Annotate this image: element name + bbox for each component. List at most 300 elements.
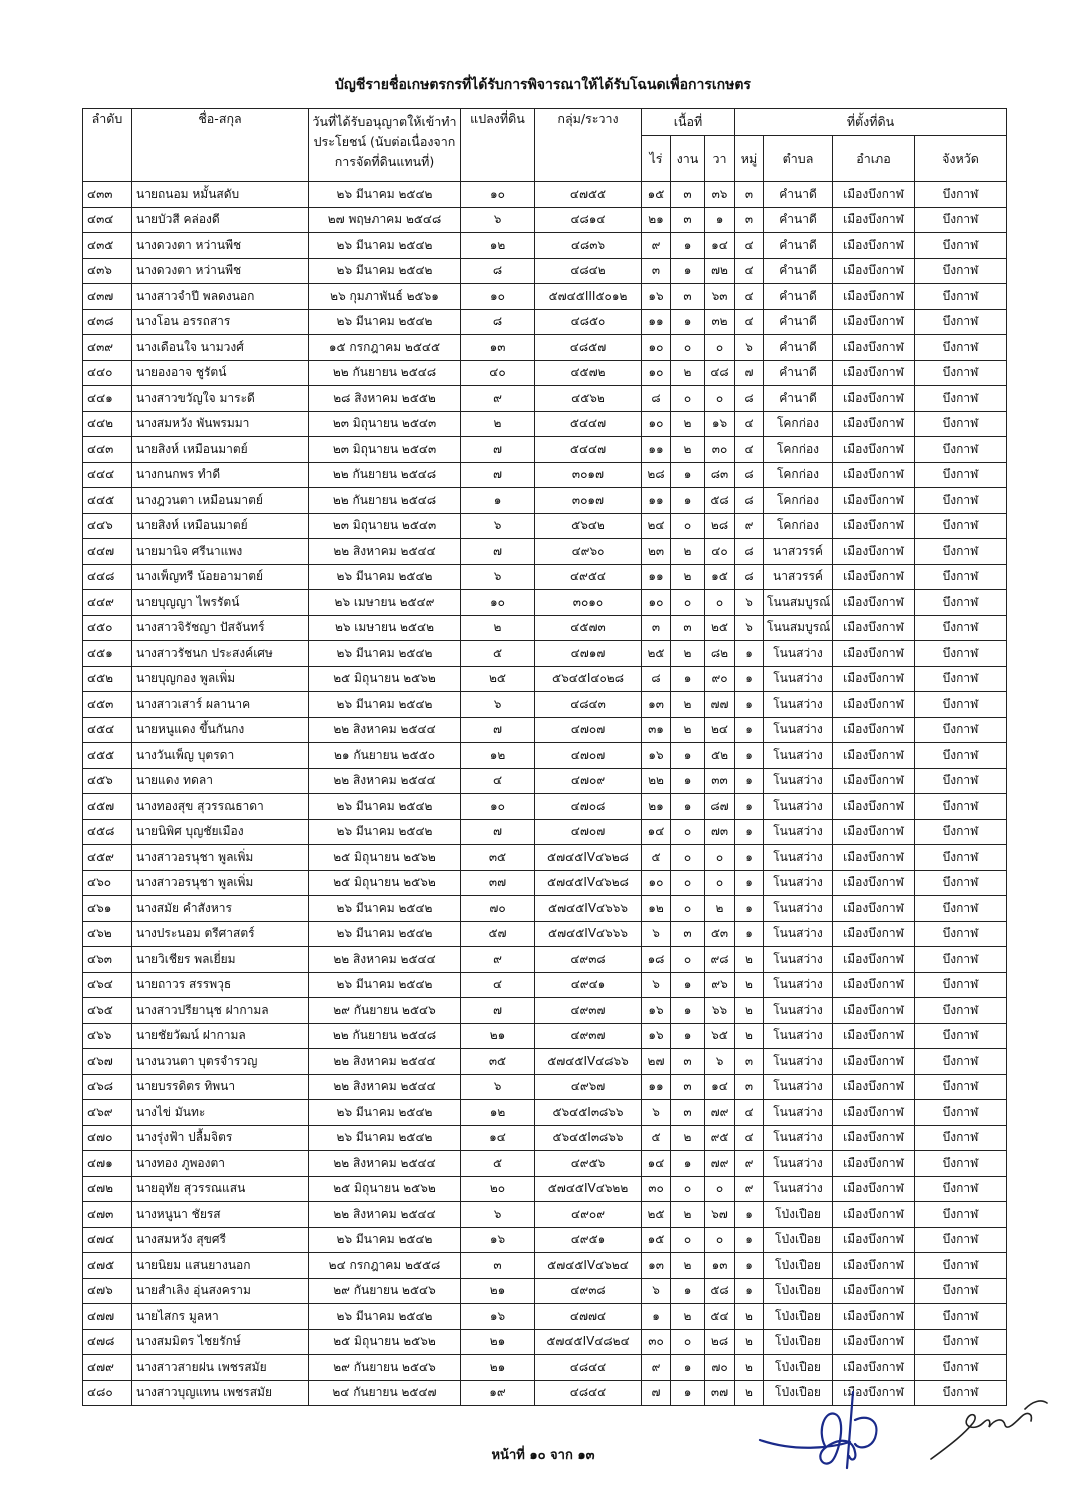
cell-province: บึงกาฬ xyxy=(915,1125,1007,1151)
cell-amphoe: เมืองบึงกาฬ xyxy=(833,207,915,233)
cell-tambon: โนนสว่าง xyxy=(764,845,833,871)
cell-province: บึงกาฬ xyxy=(915,1380,1007,1406)
cell-rai: ๑๐ xyxy=(642,411,671,437)
cell-seq: ๔๕๗ xyxy=(83,794,132,820)
cell-permit-date: ๒๙ กันยายน ๒๕๔๖ xyxy=(309,1278,461,1304)
cell-seq: ๔๗๔ xyxy=(83,1227,132,1253)
cell-ngan: ๑ xyxy=(671,794,705,820)
table-row xyxy=(83,845,1007,871)
cell-plot: ๖ xyxy=(461,692,535,718)
cell-rai: ๑๑ xyxy=(642,437,671,463)
table-row xyxy=(83,1329,1007,1355)
cell-province: บึงกาฬ xyxy=(915,972,1007,998)
cell-permit-date: ๒๖ เมษายน ๒๕๔๙ xyxy=(309,590,461,616)
cell-province: บึงกาฬ xyxy=(915,819,1007,845)
cell-plot: ๘ xyxy=(461,258,535,284)
cell-amphoe: เมืองบึงกาฬ xyxy=(833,590,915,616)
cell-name: นางสาวปรียานุช ฝากามล xyxy=(132,998,309,1024)
cell-rai: ๒๗ xyxy=(642,1049,671,1075)
cell-rai: ๖ xyxy=(642,1100,671,1126)
cell-name: นางทอง ภูพองตา xyxy=(132,1151,309,1177)
cell-wa: ๕๘ xyxy=(705,488,735,514)
cell-wa: ๓๐ xyxy=(705,437,735,463)
cell-group: ๔๕๗๓ xyxy=(535,615,642,641)
cell-rai: ๑๐ xyxy=(642,590,671,616)
cell-province: บึงกาฬ xyxy=(915,615,1007,641)
cell-name: นางทองสุข สุวรรณธาดา xyxy=(132,794,309,820)
cell-seq: ๔๖๔ xyxy=(83,972,132,998)
cell-wa: ๐ xyxy=(705,845,735,871)
cell-group: ๕๗๔๕IV๔๖๒๒ xyxy=(535,1176,642,1202)
cell-tambon: โนนสว่าง xyxy=(764,743,833,769)
cell-tambon: โนนสว่าง xyxy=(764,870,833,896)
cell-group: ๕๗๔๕IV๔๖๖๖ xyxy=(535,921,642,947)
cell-moo: ๒ xyxy=(735,1355,764,1381)
header-permit-date: วันที่ได้รับอนุญาตให้เข้าทำประโยชน์ (นับต่อเนื่องจากการจัดที่ดินแทนที่) xyxy=(309,109,461,182)
cell-rai: ๘ xyxy=(642,386,671,412)
cell-seq: ๔๕๙ xyxy=(83,845,132,871)
cell-name: นายนิยม แสนยางนอก xyxy=(132,1253,309,1279)
table-row xyxy=(83,1100,1007,1126)
cell-moo: ๔ xyxy=(735,233,764,259)
cell-moo: ๓ xyxy=(735,1074,764,1100)
cell-plot: ๑๒ xyxy=(461,233,535,259)
cell-wa: ๗๒ xyxy=(705,258,735,284)
cell-wa: ๐ xyxy=(705,1227,735,1253)
cell-tambon: โป่งเปือย xyxy=(764,1304,833,1330)
cell-amphoe: เมืองบึงกาฬ xyxy=(833,947,915,973)
cell-tambon: โนนสว่าง xyxy=(764,794,833,820)
cell-seq: ๔๖๓ xyxy=(83,947,132,973)
cell-province: บึงกาฬ xyxy=(915,284,1007,310)
cell-tambon: นาสวรรค์ xyxy=(764,564,833,590)
cell-permit-date: ๒๓ มิถุนายน ๒๕๔๓ xyxy=(309,437,461,463)
cell-province: บึงกาฬ xyxy=(915,896,1007,922)
cell-plot: ๗ xyxy=(461,819,535,845)
page-number: หน้าที่ ๑๐ จาก ๑๓ xyxy=(491,1448,595,1463)
cell-group: ๕๗๔๕III๕๐๑๒ xyxy=(535,284,642,310)
table-row xyxy=(83,947,1007,973)
cell-name: นางสาวรัชนก ประสงค์เศษ xyxy=(132,641,309,667)
cell-rai: ๑๒ xyxy=(642,896,671,922)
table-row xyxy=(83,309,1007,335)
cell-permit-date: ๒๖ มีนาคม ๒๕๔๒ xyxy=(309,309,461,335)
cell-province: บึงกาฬ xyxy=(915,1202,1007,1228)
cell-ngan: ๓ xyxy=(671,615,705,641)
cell-seq: ๔๔๘ xyxy=(83,564,132,590)
cell-plot: ๗ xyxy=(461,437,535,463)
table-row xyxy=(83,539,1007,565)
farmer-register-table xyxy=(82,108,1007,1406)
cell-plot: ๓๕ xyxy=(461,1049,535,1075)
cell-seq: ๔๔๐ xyxy=(83,360,132,386)
cell-ngan: ๐ xyxy=(671,1329,705,1355)
cell-group: ๔๘๔๓ xyxy=(535,692,642,718)
cell-tambon: โนนสว่าง xyxy=(764,1049,833,1075)
cell-permit-date: ๒๒ กันยายน ๒๕๔๘ xyxy=(309,462,461,488)
cell-group: ๕๖๔๕I๓๘๖๖ xyxy=(535,1100,642,1126)
cell-permit-date: ๒๒ สิงหาคม ๒๕๔๔ xyxy=(309,1049,461,1075)
table-row xyxy=(83,258,1007,284)
cell-group: ๔๙๓๗ xyxy=(535,1023,642,1049)
cell-tambon: โป่งเปือย xyxy=(764,1355,833,1381)
cell-wa: ๒๘ xyxy=(705,513,735,539)
cell-moo: ๑ xyxy=(735,896,764,922)
cell-amphoe: เมืองบึงกาฬ xyxy=(833,921,915,947)
table-row xyxy=(83,1049,1007,1075)
cell-province: บึงกาฬ xyxy=(915,768,1007,794)
cell-ngan: ๑ xyxy=(671,1355,705,1381)
cell-group: ๔๙๕๖ xyxy=(535,1151,642,1177)
cell-rai: ๒๘ xyxy=(642,462,671,488)
cell-moo: ๔ xyxy=(735,284,764,310)
cell-wa: ๖๗ xyxy=(705,1202,735,1228)
cell-plot: ๑ xyxy=(461,488,535,514)
cell-wa: ๑๔ xyxy=(705,233,735,259)
cell-wa: ๖๓ xyxy=(705,284,735,310)
cell-tambon: โนนสว่าง xyxy=(764,1100,833,1126)
cell-rai: ๑๐ xyxy=(642,360,671,386)
cell-moo: ๔ xyxy=(735,1100,764,1126)
cell-seq: ๔๓๘ xyxy=(83,309,132,335)
cell-wa: ๙๐ xyxy=(705,666,735,692)
cell-amphoe: เมืองบึงกาฬ xyxy=(833,488,915,514)
cell-permit-date: ๒๖ มีนาคม ๒๕๔๒ xyxy=(309,233,461,259)
cell-wa: ๘๒ xyxy=(705,641,735,667)
table-row xyxy=(83,819,1007,845)
cell-rai: ๑๑ xyxy=(642,488,671,514)
header-rai: ไร่ xyxy=(642,136,671,182)
cell-plot: ๖ xyxy=(461,1202,535,1228)
cell-wa: ๑๔ xyxy=(705,1074,735,1100)
cell-seq: ๔๕๓ xyxy=(83,692,132,718)
cell-moo: ๖ xyxy=(735,590,764,616)
table-row xyxy=(83,998,1007,1024)
cell-ngan: ๒ xyxy=(671,564,705,590)
cell-name: นายถาวร สรรพวุธ xyxy=(132,972,309,998)
cell-rai: ๕ xyxy=(642,1125,671,1151)
cell-seq: ๔๔๗ xyxy=(83,539,132,565)
cell-moo: ๔ xyxy=(735,258,764,284)
cell-rai: ๖ xyxy=(642,921,671,947)
cell-plot: ๔๐ xyxy=(461,360,535,386)
cell-group: ๔๙๖๐ xyxy=(535,539,642,565)
cell-plot: ๒๕ xyxy=(461,666,535,692)
cell-group: ๓๐๑๗ xyxy=(535,488,642,514)
cell-plot: ๒๑ xyxy=(461,1329,535,1355)
cell-name: นางไข่ มันทะ xyxy=(132,1100,309,1126)
cell-name: นางสาวอรนุชา พูลเพิ่ม xyxy=(132,870,309,896)
cell-wa: ๓๒ xyxy=(705,309,735,335)
cell-group: ๕๔๔๗ xyxy=(535,411,642,437)
cell-amphoe: เมืองบึงกาฬ xyxy=(833,845,915,871)
cell-name: นายสิงห์ เหมือนมาตย์ xyxy=(132,513,309,539)
cell-ngan: ๐ xyxy=(671,870,705,896)
cell-seq: ๔๗๕ xyxy=(83,1253,132,1279)
cell-amphoe: เมืองบึงกาฬ xyxy=(833,641,915,667)
cell-moo: ๓ xyxy=(735,207,764,233)
cell-ngan: ๐ xyxy=(671,1176,705,1202)
cell-moo: ๒ xyxy=(735,1380,764,1406)
table-body xyxy=(83,182,1007,1406)
cell-seq: ๔๓๖ xyxy=(83,258,132,284)
cell-seq: ๔๗๑ xyxy=(83,1151,132,1177)
cell-name: นายองอาจ ชูรัตน์ xyxy=(132,360,309,386)
cell-plot: ๒๐ xyxy=(461,1176,535,1202)
table-row xyxy=(83,437,1007,463)
cell-rai: ๕ xyxy=(642,845,671,871)
cell-province: บึงกาฬ xyxy=(915,870,1007,896)
cell-moo: ๑ xyxy=(735,641,764,667)
cell-permit-date: ๒๖ มีนาคม ๒๕๔๒ xyxy=(309,819,461,845)
cell-ngan: ๒ xyxy=(671,437,705,463)
cell-ngan: ๐ xyxy=(671,1227,705,1253)
cell-tambon: โป่งเปือย xyxy=(764,1278,833,1304)
cell-province: บึงกาฬ xyxy=(915,233,1007,259)
cell-tambon: โนนสว่าง xyxy=(764,947,833,973)
cell-seq: ๔๔๔ xyxy=(83,462,132,488)
table-row xyxy=(83,1202,1007,1228)
cell-rai: ๑๔ xyxy=(642,1151,671,1177)
cell-name: นางดวงตา หว่านพืช xyxy=(132,233,309,259)
cell-seq: ๔๕๕ xyxy=(83,743,132,769)
cell-seq: ๔๖๐ xyxy=(83,870,132,896)
cell-wa: ๑๕ xyxy=(705,564,735,590)
cell-province: บึงกาฬ xyxy=(915,998,1007,1024)
cell-name: นางสมหวัง สุขศรี xyxy=(132,1227,309,1253)
cell-seq: ๔๖๑ xyxy=(83,896,132,922)
cell-amphoe: เมืองบึงกาฬ xyxy=(833,1023,915,1049)
cell-ngan: ๑ xyxy=(671,743,705,769)
cell-group: ๔๙๔๑ xyxy=(535,972,642,998)
cell-plot: ๕ xyxy=(461,641,535,667)
cell-permit-date: ๒๖ มีนาคม ๒๕๔๒ xyxy=(309,1125,461,1151)
cell-province: บึงกาฬ xyxy=(915,794,1007,820)
cell-seq: ๔๔๓ xyxy=(83,437,132,463)
cell-amphoe: เมืองบึงกาฬ xyxy=(833,998,915,1024)
cell-name: นางนวนตา บุตรจำรวญ xyxy=(132,1049,309,1075)
cell-moo: ๘ xyxy=(735,539,764,565)
cell-amphoe: เมืองบึงกาฬ xyxy=(833,1304,915,1330)
cell-wa: ๔๐ xyxy=(705,539,735,565)
cell-moo: ๘ xyxy=(735,564,764,590)
table-row xyxy=(83,1278,1007,1304)
cell-name: นายวิเชียร พลเยี่ยม xyxy=(132,947,309,973)
cell-ngan: ๑ xyxy=(671,258,705,284)
cell-moo: ๘ xyxy=(735,462,764,488)
cell-seq: ๔๗๓ xyxy=(83,1202,132,1228)
cell-tambon: โนนสว่าง xyxy=(764,768,833,794)
cell-tambon: โนนสว่าง xyxy=(764,717,833,743)
cell-amphoe: เมืองบึงกาฬ xyxy=(833,1151,915,1177)
cell-amphoe: เมืองบึงกาฬ xyxy=(833,411,915,437)
cell-permit-date: ๒๒ สิงหาคม ๒๕๔๔ xyxy=(309,1202,461,1228)
cell-name: นางสาวบุญแทน เพชรสมัย xyxy=(132,1380,309,1406)
cell-moo: ๒ xyxy=(735,972,764,998)
cell-group: ๕๖๔๕I๔๐๒๘ xyxy=(535,666,642,692)
cell-province: บึงกาฬ xyxy=(915,1100,1007,1126)
cell-name: นายหนูแดง ขึ้นกันกง xyxy=(132,717,309,743)
header-location: ที่ตั้งที่ดิน xyxy=(735,109,1007,136)
cell-rai: ๒๔ xyxy=(642,513,671,539)
cell-ngan: ๐ xyxy=(671,896,705,922)
cell-wa: ๐ xyxy=(705,335,735,361)
cell-province: บึงกาฬ xyxy=(915,666,1007,692)
cell-ngan: ๐ xyxy=(671,819,705,845)
cell-group: ๔๙๓๘ xyxy=(535,947,642,973)
cell-province: บึงกาฬ xyxy=(915,1176,1007,1202)
cell-group: ๕๗๔๕IV๔๖๖๖ xyxy=(535,896,642,922)
header-area: เนื้อที่ xyxy=(642,109,735,136)
cell-group: ๔๗๐๙ xyxy=(535,768,642,794)
header-province: จังหวัด xyxy=(915,136,1007,182)
cell-name: นางสมมิตร ไชยรักษ์ xyxy=(132,1329,309,1355)
cell-seq: ๔๔๑ xyxy=(83,386,132,412)
cell-rai: ๒๕ xyxy=(642,641,671,667)
cell-moo: ๒ xyxy=(735,1023,764,1049)
table-row xyxy=(83,921,1007,947)
cell-ngan: ๑ xyxy=(671,1151,705,1177)
cell-amphoe: เมืองบึงกาฬ xyxy=(833,1253,915,1279)
cell-seq: ๔๓๓ xyxy=(83,182,132,208)
cell-moo: ๑ xyxy=(735,1278,764,1304)
cell-ngan: ๑ xyxy=(671,488,705,514)
header-tambon: ตำบล xyxy=(764,136,833,182)
table-row xyxy=(83,896,1007,922)
cell-group: ๔๙๕๔ xyxy=(535,564,642,590)
cell-ngan: ๓ xyxy=(671,1049,705,1075)
table-row xyxy=(83,513,1007,539)
cell-permit-date: ๒๖ มีนาคม ๒๕๔๒ xyxy=(309,1100,461,1126)
cell-tambon: โนนสมบูรณ์ xyxy=(764,615,833,641)
cell-name: นายมานิจ ศรีนาแพง xyxy=(132,539,309,565)
cell-province: บึงกาฬ xyxy=(915,182,1007,208)
table-row xyxy=(83,488,1007,514)
cell-moo: ๑ xyxy=(735,743,764,769)
cell-wa: ๘๓ xyxy=(705,462,735,488)
cell-rai: ๓ xyxy=(642,258,671,284)
cell-rai: ๗ xyxy=(642,1380,671,1406)
cell-moo: ๖ xyxy=(735,335,764,361)
cell-tambon: โนนสว่าง xyxy=(764,998,833,1024)
cell-amphoe: เมืองบึงกาฬ xyxy=(833,335,915,361)
cell-amphoe: เมืองบึงกาฬ xyxy=(833,1176,915,1202)
cell-ngan: ๓ xyxy=(671,921,705,947)
cell-name: นายบุญกอง พูลเพิ่ม xyxy=(132,666,309,692)
cell-tambon: โนนสว่าง xyxy=(764,1151,833,1177)
cell-plot: ๕๗ xyxy=(461,921,535,947)
cell-seq: ๔๖๗ xyxy=(83,1049,132,1075)
cell-moo: ๑ xyxy=(735,1202,764,1228)
cell-group: ๓๐๑๗ xyxy=(535,462,642,488)
cell-moo: ๒ xyxy=(735,1304,764,1330)
cell-wa: ๙๘ xyxy=(705,947,735,973)
cell-amphoe: เมืองบึงกาฬ xyxy=(833,743,915,769)
cell-ngan: ๒ xyxy=(671,411,705,437)
cell-ngan: ๑ xyxy=(671,998,705,1024)
cell-amphoe: เมืองบึงกาฬ xyxy=(833,1049,915,1075)
cell-rai: ๑๘ xyxy=(642,947,671,973)
cell-province: บึงกาฬ xyxy=(915,258,1007,284)
table-row xyxy=(83,1176,1007,1202)
cell-amphoe: เมืองบึงกาฬ xyxy=(833,972,915,998)
cell-permit-date: ๒๖ มีนาคม ๒๕๔๒ xyxy=(309,641,461,667)
cell-province: บึงกาฬ xyxy=(915,590,1007,616)
table-row xyxy=(83,284,1007,310)
cell-amphoe: เมืองบึงกาฬ xyxy=(833,386,915,412)
cell-name: นางสาวอรนุชา พูลเพิ่ม xyxy=(132,845,309,871)
header-wa: วา xyxy=(705,136,735,182)
header-name: ชื่อ-สกุล xyxy=(132,109,309,182)
cell-province: บึงกาฬ xyxy=(915,1049,1007,1075)
cell-ngan: ๑ xyxy=(671,768,705,794)
cell-amphoe: เมืองบึงกาฬ xyxy=(833,258,915,284)
cell-plot: ๗ xyxy=(461,717,535,743)
cell-moo: ๑ xyxy=(735,692,764,718)
cell-permit-date: ๑๕ กรกฎาคม ๒๕๔๕ xyxy=(309,335,461,361)
cell-moo: ๔ xyxy=(735,309,764,335)
cell-rai: ๒๕ xyxy=(642,1202,671,1228)
cell-permit-date: ๒๖ มีนาคม ๒๕๔๒ xyxy=(309,692,461,718)
cell-amphoe: เมืองบึงกาฬ xyxy=(833,284,915,310)
cell-rai: ๓๐ xyxy=(642,1329,671,1355)
cell-amphoe: เมืองบึงกาฬ xyxy=(833,1074,915,1100)
cell-province: บึงกาฬ xyxy=(915,437,1007,463)
cell-rai: ๒๓ xyxy=(642,539,671,565)
cell-ngan: ๑ xyxy=(671,233,705,259)
cell-permit-date: ๒๒ กันยายน ๒๕๔๘ xyxy=(309,1023,461,1049)
cell-province: บึงกาฬ xyxy=(915,462,1007,488)
cell-permit-date: ๒๕ มิถุนายน ๒๕๖๒ xyxy=(309,1329,461,1355)
cell-moo: ๑ xyxy=(735,717,764,743)
cell-ngan: ๑ xyxy=(671,462,705,488)
cell-tambon: โนนสว่าง xyxy=(764,692,833,718)
cell-province: บึงกาฬ xyxy=(915,386,1007,412)
cell-name: นางเพ็ญทรี น้อยอามาตย์ xyxy=(132,564,309,590)
cell-tambon: โนนสว่าง xyxy=(764,1023,833,1049)
cell-permit-date: ๒๙ กันยายน ๒๕๔๖ xyxy=(309,998,461,1024)
cell-moo: ๑ xyxy=(735,845,764,871)
cell-seq: ๔๔๒ xyxy=(83,411,132,437)
cell-plot: ๙ xyxy=(461,947,535,973)
cell-permit-date: ๒๖ มีนาคม ๒๕๔๒ xyxy=(309,896,461,922)
cell-province: บึงกาฬ xyxy=(915,1023,1007,1049)
cell-tambon: โคกก่อง xyxy=(764,411,833,437)
cell-permit-date: ๒๖ กุมภาพันธ์ ๒๕๖๑ xyxy=(309,284,461,310)
cell-amphoe: เมืองบึงกาฬ xyxy=(833,1202,915,1228)
cell-moo: ๓ xyxy=(735,182,764,208)
cell-name: นายบรรดิตร ทิพนา xyxy=(132,1074,309,1100)
cell-seq: ๔๕๐ xyxy=(83,615,132,641)
cell-plot: ๔ xyxy=(461,768,535,794)
cell-province: บึงกาฬ xyxy=(915,717,1007,743)
cell-wa: ๓๓ xyxy=(705,768,735,794)
cell-rai: ๓๑ xyxy=(642,717,671,743)
cell-rai: ๙ xyxy=(642,233,671,259)
cell-rai: ๑๓ xyxy=(642,1253,671,1279)
cell-name: นายแดง ทดลา xyxy=(132,768,309,794)
cell-moo: ๒ xyxy=(735,998,764,1024)
cell-tambon: โนนสว่าง xyxy=(764,921,833,947)
cell-wa: ๑๓ xyxy=(705,1253,735,1279)
cell-name: นางประนอม ตรีศาสตร์ xyxy=(132,921,309,947)
cell-seq: ๔๖๕ xyxy=(83,998,132,1024)
table-row xyxy=(83,1253,1007,1279)
cell-permit-date: ๒๖ มีนาคม ๒๕๔๒ xyxy=(309,258,461,284)
cell-wa: ๕๔ xyxy=(705,1304,735,1330)
cell-rai: ๓๐ xyxy=(642,1176,671,1202)
table-row xyxy=(83,641,1007,667)
